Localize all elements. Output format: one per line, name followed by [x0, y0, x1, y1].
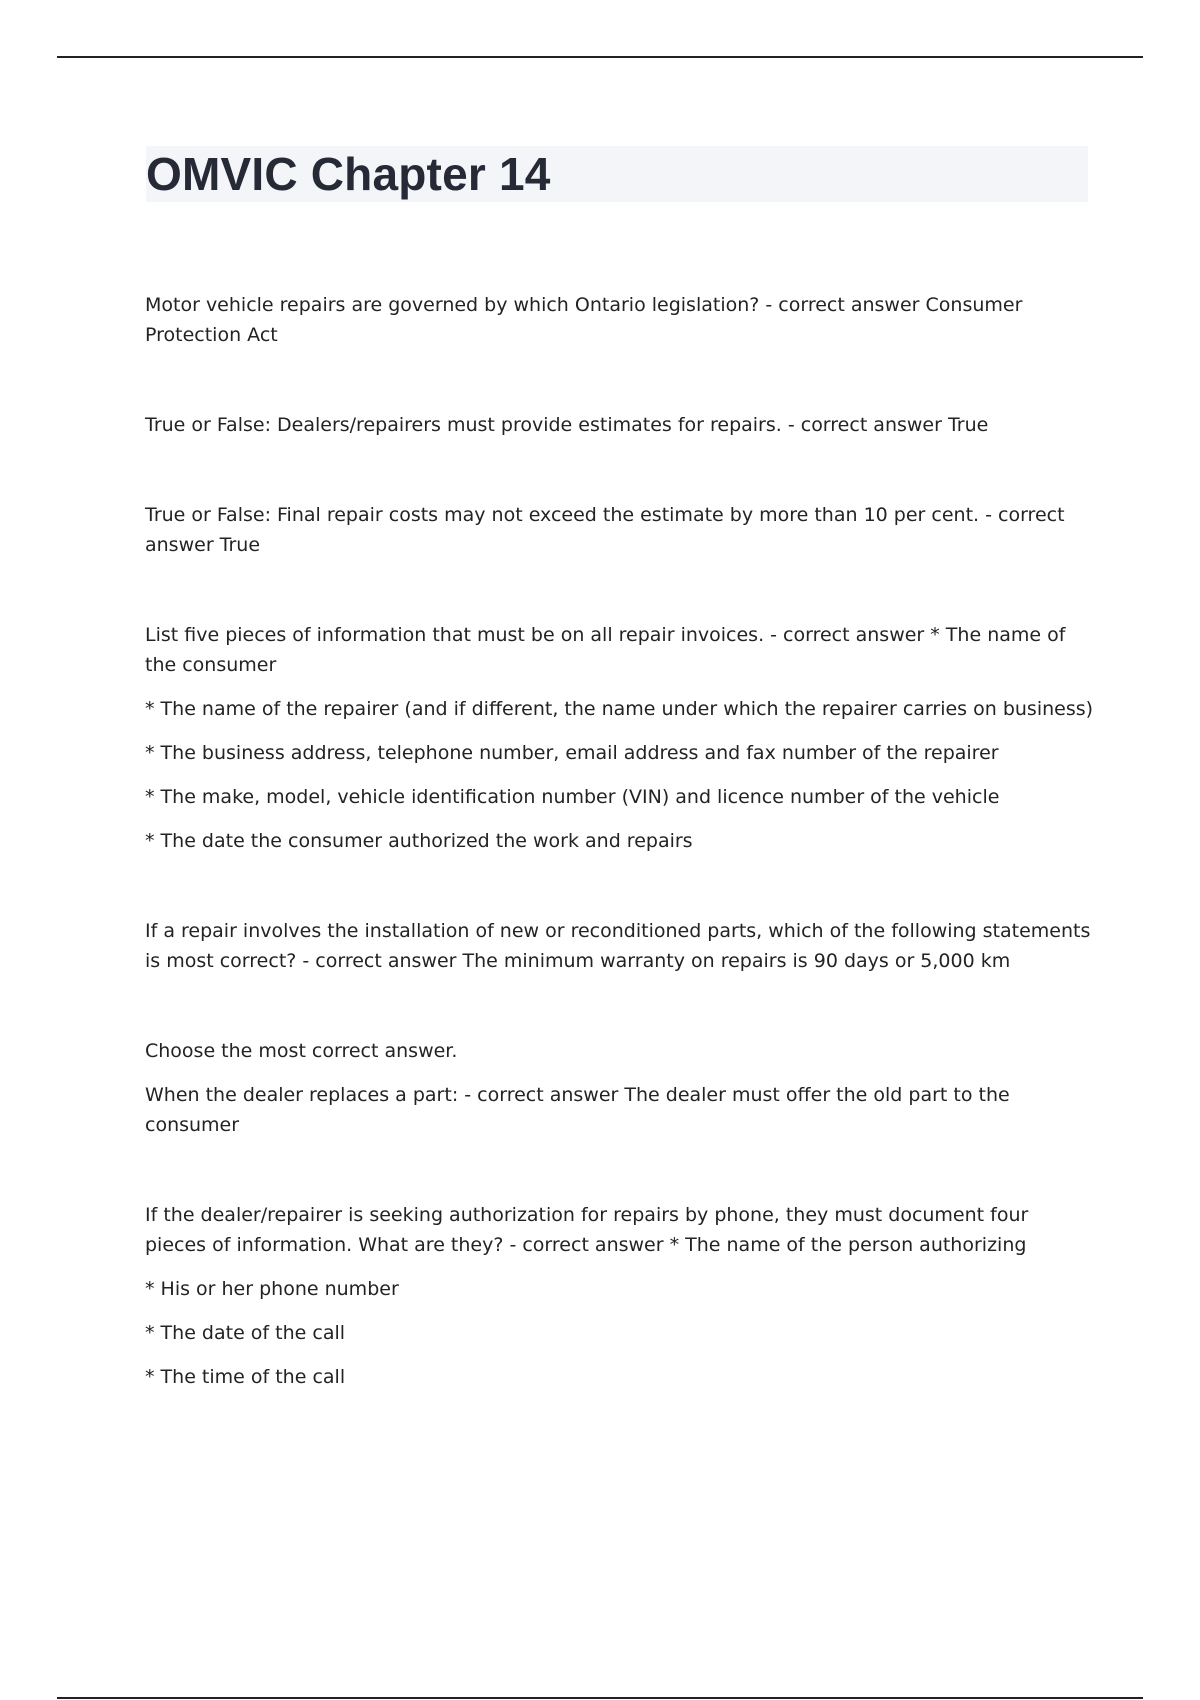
qa-item: [145, 290, 1095, 350]
qa-follow-text: When the dealer replaces a part: - correct answer The dealer must offer the old part to the consumer: [145, 1084, 1010, 1136]
qa-text: If the dealer/repairer is seeking authorization for repairs by phone, they must document four pieces of information. What are they? - correct answer * The name of the person authorizing: [145, 1204, 1029, 1256]
answer-list-item: * His or her phone number: [145, 1278, 399, 1300]
qa-text: True or False: Dealers/repairers must provide estimates for repairs. - correct answer True: [145, 414, 989, 436]
qa-text: Motor vehicle repairs are governed by which Ontario legislation? - correct answer Consumer Protection Act: [145, 294, 1023, 346]
qa-item: [145, 500, 1095, 560]
qa-list: [145, 290, 1095, 1452]
qa-text: True or False: Final repair costs may not exceed the estimate by more than 10 per cent. - correct answer True: [145, 504, 1065, 556]
top-divider: [57, 56, 1143, 58]
answer-list-item: * The date the consumer authorized the work and repairs: [145, 830, 693, 852]
qa-text: If a repair involves the installation of new or reconditioned parts, which of the following statements is most correct? - correct answer The minimum warranty on repairs is 90 days or 5,000 km: [145, 920, 1091, 972]
qa-item: [145, 1200, 1095, 1392]
answer-list-item: * The business address, telephone number, email address and fax number of the repairer: [145, 742, 999, 764]
answer-list-item: * The date of the call: [145, 1322, 346, 1344]
answer-list-item: * The time of the call: [145, 1366, 346, 1388]
qa-text: List five pieces of information that must be on all repair invoices. - correct answer * The name of the consumer: [145, 624, 1066, 676]
qa-item: [145, 1036, 1095, 1140]
page-title: OMVIC Chapter 14: [146, 148, 551, 200]
answer-list-item: * The name of the repairer (and if different, the name under which the repairer carries on business): [145, 698, 1094, 720]
qa-item: [145, 620, 1095, 856]
bottom-divider: [57, 1697, 1143, 1699]
answer-list-item: * The make, model, vehicle identification number (VIN) and licence number of the vehicle: [145, 786, 1000, 808]
qa-item: [145, 410, 1095, 440]
qa-text: Choose the most correct answer.: [145, 1040, 458, 1062]
qa-item: [145, 916, 1095, 976]
